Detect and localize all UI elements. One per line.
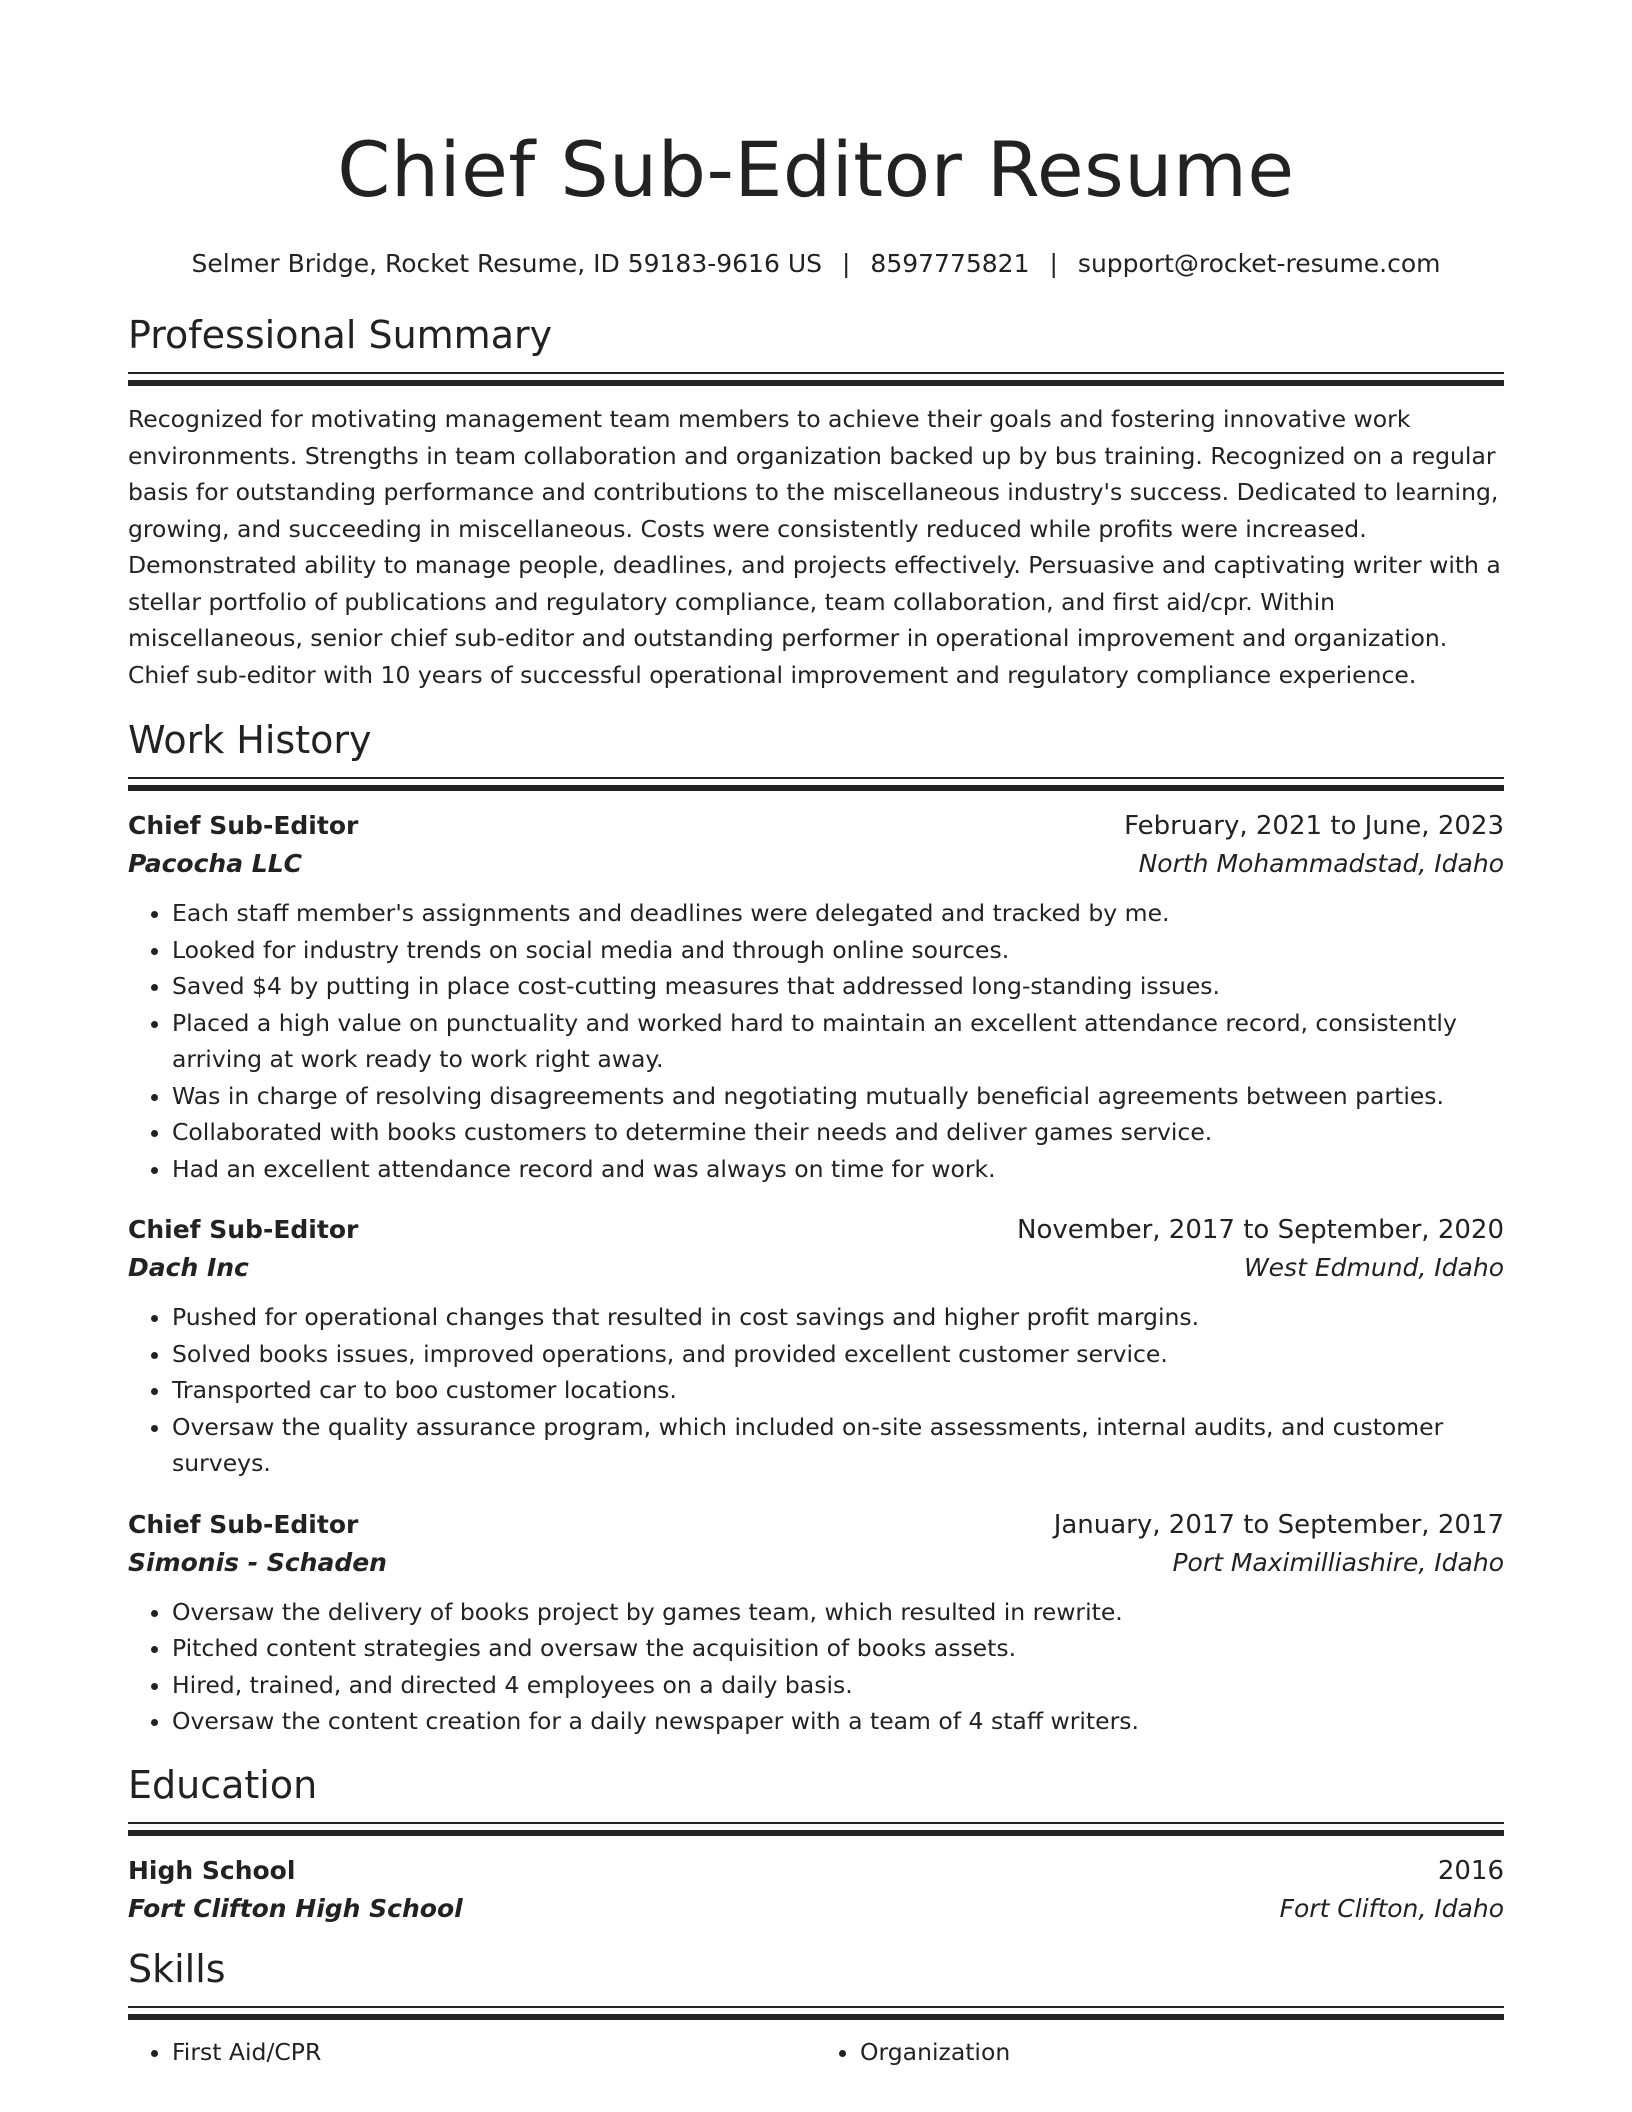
job-title: Chief Sub-Editor [128, 1215, 359, 1244]
section-rule [128, 372, 1504, 386]
job-location: North Mohammadstad, Idaho [1138, 849, 1504, 878]
skills-columns [128, 2034, 1504, 2071]
bullet-item: • Oversaw the quality assurance program, which included on-site assessments, internal audits, and customer surveys. [172, 1409, 1504, 1482]
job-bullets [128, 1594, 1504, 1740]
contact-address: Selmer Bridge, Rocket Resume, ID 59183-9616 US [191, 249, 822, 278]
summary-section [128, 310, 1504, 693]
job-bullets [128, 895, 1504, 1187]
bullet-item: • Each staff member's assignments and deadlines were delegated and tracked by me. [172, 895, 1504, 932]
job-dates: February, 2021 to June, 2023 [1124, 811, 1504, 841]
contact-email: support@rocket-resume.com [1077, 249, 1441, 278]
skill-item: • First Aid/CPR [172, 2034, 816, 2071]
bullet-item: • Oversaw the delivery of books project by games team, which resulted in rewrite. [172, 1594, 1504, 1631]
bullet-item: • Oversaw the content creation for a daily newspaper with a team of 4 staff writers. [172, 1703, 1504, 1740]
job-location: Port Maximilliashire, Idaho [1172, 1547, 1504, 1577]
bullet-item: • Pitched content strategies and oversaw the acquisition of books assets. [172, 1630, 1504, 1667]
contact-phone: 8597775821 [870, 249, 1030, 278]
education-section [128, 1760, 1504, 1928]
summary-text: Recognized for motivating management team members to achieve their goals and fostering innovative work environments. Strengths in team collaboration and organization backed up by bus training. Recognized on a regular basis for outstanding performance and contributions to the miscellaneous industry's success. Dedicated to learning, growing, and succeeding in miscellaneous. Costs were consistently reduced while profits were increased. Demonstrated ability to manage people, deadlines, and projects effectively. Persuasive and captivating writer with a stellar portfolio of publications and regulatory compliance, team collaboration, and first aid/cpr. Within miscellaneous, senior chief sub-editor and outstanding performer in operational improvement and organization. Chief sub-editor with 10 years of successful operational improvement and regulatory compliance experience. [128, 405, 1501, 689]
bullet-item: • Solved books issues, improved operations, and provided excellent customer service. [172, 1336, 1504, 1373]
bullet-item: • Transported car to boo customer locations. [172, 1372, 1504, 1409]
education-location: Fort Clifton, Idaho [1279, 1893, 1504, 1923]
job-entry [128, 1506, 1504, 1740]
job-bullets [128, 1299, 1504, 1482]
job-title: Chief Sub-Editor [128, 1509, 359, 1539]
skills-section [128, 1944, 1504, 2071]
bullet-item: • Looked for industry trends on social media and through online sources. [172, 932, 1504, 969]
education-year: 2016 [1437, 1855, 1504, 1886]
job-dates: November, 2017 to September, 2020 [1017, 1215, 1504, 1245]
contact-separator: | [1049, 249, 1058, 278]
bullet-item: • Saved $4 by putting in place cost-cutting measures that addressed long-standing issues. [172, 968, 1504, 1005]
job-title: Chief Sub-Editor [128, 811, 359, 840]
bullet-item: • Was in charge of resolving disagreements and negotiating mutually beneficial agreements between parties. [172, 1078, 1504, 1115]
job-company: Dach Inc [128, 1253, 249, 1282]
bullet-item: • Hired, trained, and directed 4 employees on a daily basis. [172, 1667, 1504, 1704]
skill-item: • Organization [860, 2034, 1504, 2071]
section-heading: Work History [128, 718, 372, 762]
section-heading: Skills [128, 1946, 226, 1991]
skills-list-left [128, 2034, 816, 2071]
section-rule [128, 777, 1504, 791]
education-degree: High School [128, 1855, 296, 1885]
job-location: West Edmund, Idaho [1243, 1253, 1504, 1282]
education-entry [128, 1852, 1504, 1928]
bullet-item: • Placed a high value on punctuality and worked hard to maintain an excellent attendance record, consistently arriving at work ready to work right away. [172, 1005, 1504, 1078]
job-dates: January, 2017 to September, 2017 [1053, 1509, 1504, 1540]
section-rule [128, 2006, 1504, 2020]
bullet-item: • Pushed for operational changes that resulted in cost savings and higher profit margins. [172, 1299, 1504, 1336]
job-company: Pacocha LLC [128, 849, 302, 878]
job-entry [128, 1211, 1504, 1482]
resume-title: Chief Sub-Editor Resume [337, 125, 1295, 214]
section-rule [128, 1822, 1504, 1836]
section-heading: Professional Summary [128, 313, 553, 357]
bullet-item: • Collaborated with books customers to determine their needs and deliver games service. [172, 1114, 1504, 1151]
contact-separator: | [841, 249, 851, 278]
bullet-item: • Had an excellent attendance record and was always on time for work. [172, 1151, 1504, 1188]
job-company: Simonis - Schaden [128, 1547, 387, 1577]
job-entry [128, 807, 1504, 1187]
education-school: Fort Clifton High School [128, 1893, 463, 1923]
contact-line [128, 246, 1504, 282]
work-history-section [128, 715, 1504, 1740]
section-heading: Education [128, 1762, 318, 1807]
skills-list-right [816, 2034, 1504, 2071]
